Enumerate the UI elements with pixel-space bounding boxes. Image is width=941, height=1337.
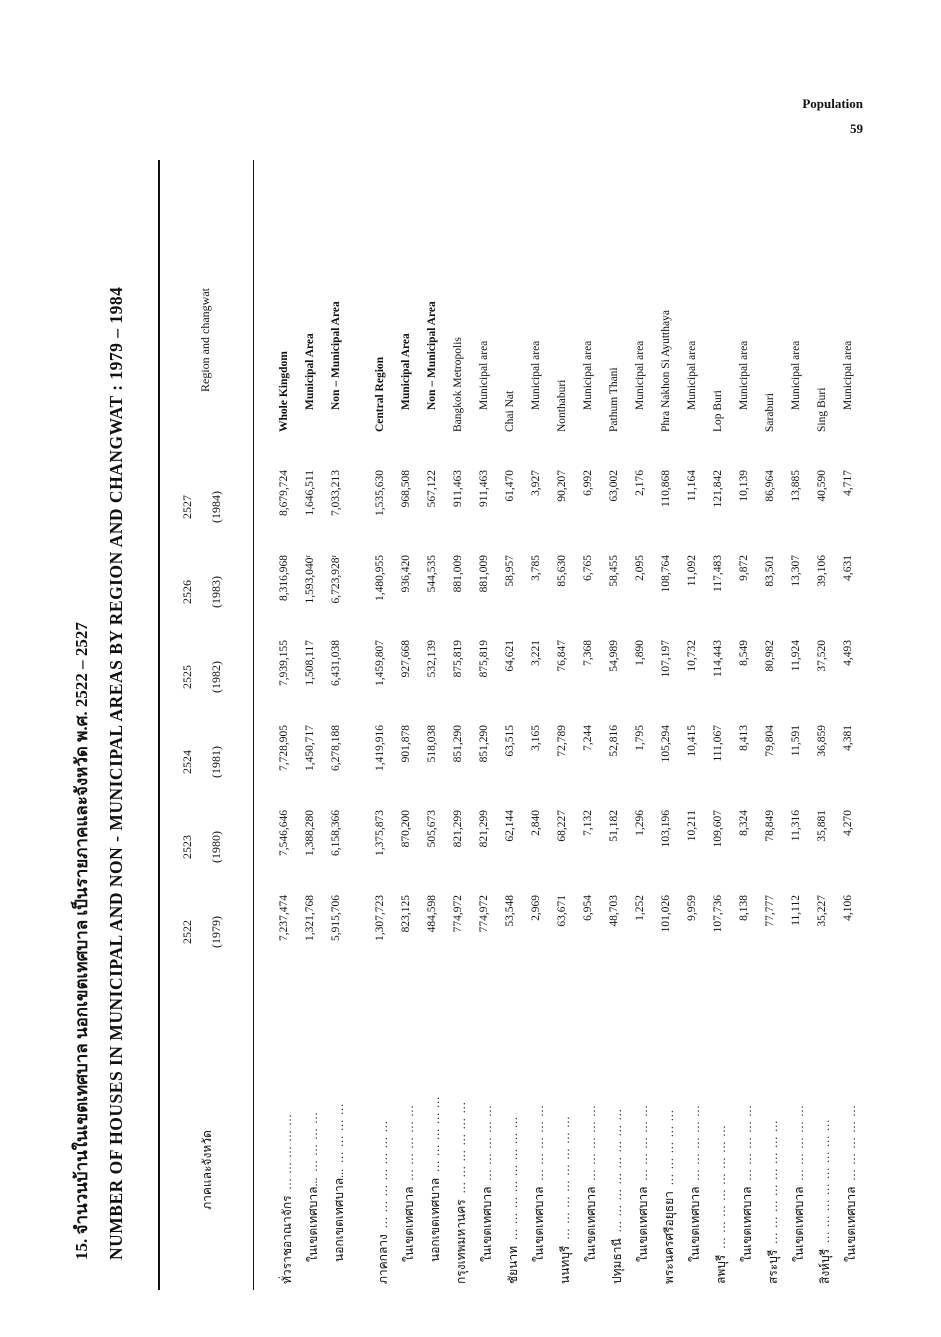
row-label-english: Lop Buri	[712, 390, 724, 432]
row-label-thai	[504, 1116, 523, 1284]
value-cell-1: 5,915,706	[330, 895, 342, 941]
leader-dots: ... ... ... ... ... ... ... ...	[610, 1108, 624, 1233]
value-cell-5: 1,480,955	[374, 555, 386, 601]
row-label-english: Chai Nat	[504, 390, 516, 432]
value-cell-5: 9,872	[738, 555, 750, 581]
row-label-thai-text: กรุงเทพมหานคร	[454, 1199, 468, 1284]
value-cell-2: 68,227	[556, 810, 568, 842]
leader-dots: ... ... ... ... ...	[532, 1104, 546, 1181]
value-cell-2: 1,388,280	[304, 810, 316, 856]
value-cell-4: 7,368	[582, 640, 594, 666]
value-cell-5: 58,957	[504, 555, 516, 587]
row-label-thai	[426, 1096, 445, 1262]
row-label-english: Municipal area	[530, 340, 542, 410]
value-cell-1: 4,106	[842, 895, 854, 921]
value-cell-1: 8,138	[738, 895, 750, 921]
row-label-english: Municipal Area	[400, 333, 412, 410]
value-cell-4: 532,139	[426, 640, 438, 678]
row-label-english: Non – Municipal Area	[426, 301, 438, 410]
year-thai: 2526	[180, 580, 194, 604]
column-header-year-3	[180, 722, 224, 802]
row-label-thai	[278, 1113, 297, 1284]
value-cell-4: 1,890	[634, 640, 646, 666]
value-cell-5: 13,307	[790, 555, 802, 587]
value-cell-5: 4,631	[842, 555, 854, 581]
row-label-thai	[530, 1105, 549, 1263]
row-label-thai-text: ในเขตเทศบาล	[584, 1186, 598, 1262]
value-cell-3: 3,165	[530, 725, 542, 751]
value-cell-2: 6,158,366	[330, 810, 342, 856]
value-cell-1: 9,959	[686, 895, 698, 921]
value-cell-6: 121,842	[712, 470, 724, 508]
leader-dots: ... ... ... ... ...	[688, 1104, 702, 1181]
leader-dots: ... ... ... ... ...	[480, 1104, 494, 1181]
leader-dots: ... ... ... ... ...	[280, 1113, 294, 1190]
value-cell-6: 63,002	[608, 470, 620, 502]
table-title-english: NUMBER OF HOUSES IN MUNICIPAL AND NON - MUNICIPAL AREAS BY REGION AND CHANGWAT : 1979 – 1984	[106, 286, 126, 1260]
row-label-thai	[790, 1105, 809, 1263]
value-cell-6: 13,885	[790, 470, 802, 502]
row-label-thai	[764, 1120, 783, 1284]
row-label-thai-text: ลพบุรี	[714, 1254, 728, 1284]
value-cell-2: 10,211	[686, 810, 698, 842]
leader-dots: ... ... ... ... ... ... ... ...	[506, 1115, 520, 1240]
value-cell-5: 544,535	[426, 555, 438, 593]
value-cell-4: 3,221	[530, 640, 542, 666]
value-cell-5: 85,630	[556, 555, 568, 587]
row-label-thai	[842, 1105, 861, 1263]
row-label-english: Whole Kingdom	[278, 351, 290, 432]
value-cell-3: 8,413	[738, 725, 750, 751]
value-cell-3: 63,515	[504, 725, 516, 757]
value-cell-5: 39,106	[816, 555, 828, 587]
row-label-thai-text: ทั่วราชอาณาจักร	[280, 1195, 294, 1284]
row-label-english: Municipal area	[842, 340, 854, 410]
value-cell-6: 90,207	[556, 470, 568, 502]
value-cell-3: 11,591	[790, 725, 802, 757]
value-cell-5: 6,765	[582, 555, 594, 581]
value-cell-5: 58,455	[608, 555, 620, 587]
value-cell-4: 76,847	[556, 640, 568, 672]
value-cell-4: 114,443	[712, 640, 724, 677]
row-label-thai-text: ปทุมธานี	[610, 1238, 624, 1284]
value-cell-6: 110,868	[660, 470, 672, 507]
row-label-english: Municipal area	[738, 340, 750, 410]
year-ad: (1980)	[209, 831, 223, 863]
column-header-year-4	[180, 637, 224, 717]
value-cell-2: 62,144	[504, 810, 516, 842]
value-cell-4: 8,549	[738, 640, 750, 666]
row-label-thai	[478, 1105, 497, 1263]
value-cell-4: 7,939,155	[278, 640, 290, 686]
value-cell-4: 4,493	[842, 640, 854, 666]
year-thai: 2523	[180, 835, 194, 859]
leader-dots: ... ... ... ... ... ...	[454, 1101, 468, 1194]
value-cell-3: 851,290	[478, 725, 490, 763]
page-number: 59	[850, 121, 863, 136]
value-cell-3: 901,878	[400, 725, 412, 763]
row-label-english: Nonthaburi	[556, 379, 568, 432]
value-cell-4: 927,668	[400, 640, 412, 678]
value-cell-3: 1,795	[634, 725, 646, 751]
value-cell-5: 881,009	[452, 555, 464, 593]
row-label-thai	[608, 1108, 627, 1284]
value-cell-2: 8,324	[738, 810, 750, 836]
year-ad: (1982)	[209, 661, 223, 693]
value-cell-1: 1,307,723	[374, 895, 386, 941]
value-cell-2: 7,132	[582, 810, 594, 836]
value-cell-2: 51,182	[608, 810, 620, 842]
row-label-english: Bangkok Metropolis	[452, 337, 464, 432]
row-label-english: Municipal area	[634, 340, 646, 410]
value-cell-4: 875,819	[452, 640, 464, 678]
value-cell-3: 10,415	[686, 725, 698, 757]
value-cell-4: 107,197	[660, 640, 672, 678]
value-cell-3: 1,450,717	[304, 725, 316, 771]
value-cell-6: 3,927	[530, 470, 542, 496]
row-label-thai-text: ในเขตเทศบาล	[402, 1186, 416, 1262]
value-cell-3: 105,294	[660, 725, 672, 763]
row-label-thai-text: ในเขตเทศบาล	[532, 1186, 546, 1262]
year-ad: (1981)	[209, 746, 223, 778]
row-label-thai	[738, 1105, 757, 1263]
row-label-english: Sing Buri	[816, 387, 828, 432]
value-cell-6: 11,164	[686, 470, 698, 502]
value-cell-1: 484,598	[426, 895, 438, 933]
row-label-thai-text: ในเขตเทศบาล...	[306, 1177, 320, 1262]
column-header-year-6	[180, 467, 224, 547]
leader-dots: ... ... ... ... ...	[636, 1104, 650, 1181]
value-cell-3: 36,859	[816, 725, 828, 757]
value-cell-5: 11,092	[686, 555, 698, 587]
value-cell-6: 2,176	[634, 470, 646, 496]
column-header-region-english: Region and changwat	[198, 288, 212, 392]
year-ad: (1983)	[209, 576, 223, 608]
value-cell-2: 11,316	[790, 810, 802, 842]
running-header-section: Population	[802, 96, 863, 111]
value-cell-2: 1,296	[634, 810, 646, 836]
leader-dots: ... ... ... ... ... ... ... ...	[558, 1115, 572, 1240]
value-cell-1: 1,321,768	[304, 895, 316, 941]
value-cell-2: 505,673	[426, 810, 438, 848]
value-cell-4: 1,508,117	[304, 640, 316, 686]
row-label-thai	[330, 1103, 349, 1262]
value-cell-6: 40,590	[816, 470, 828, 502]
value-cell-1: 48,703	[608, 895, 620, 927]
value-cell-5: 881,009	[478, 555, 490, 593]
value-cell-2: 109,607	[712, 810, 724, 848]
value-cell-4: 37,520	[816, 640, 828, 672]
value-cell-2: 1,375,873	[374, 810, 386, 856]
table-top-rule	[158, 160, 160, 1290]
rotated-table-page	[60, 160, 880, 1290]
row-label-thai-text: พระนครศรีอยุธยา	[662, 1191, 676, 1284]
value-cell-5: 8,316,968	[278, 555, 290, 601]
value-cell-2: 7,546,646	[278, 810, 290, 856]
value-cell-5: 6,723,928ʳ	[330, 555, 342, 604]
value-cell-6: 7,033,213	[330, 470, 342, 516]
row-label-thai-text: ชัยนาท	[506, 1245, 520, 1284]
value-cell-6: 4,717	[842, 470, 854, 496]
value-cell-6: 968,508	[400, 470, 412, 508]
value-cell-3: 6,278,188	[330, 725, 342, 771]
row-label-english: Municipal area	[478, 340, 490, 410]
value-cell-1: 7,237,474	[278, 895, 290, 941]
value-cell-4: 11,924	[790, 640, 802, 672]
leader-dots: ... ... ... ... ...	[740, 1104, 754, 1181]
column-header-year-5	[180, 552, 224, 632]
row-label-english: Municipal Area	[304, 333, 316, 410]
value-cell-4: 64,621	[504, 640, 516, 672]
column-header-year-1	[180, 892, 224, 972]
year-thai: 2524	[180, 750, 194, 774]
value-cell-5: 83,501	[764, 555, 776, 587]
value-cell-4: 6,431,038	[330, 640, 342, 686]
leader-dots: ... ... ... ... ...	[402, 1104, 416, 1181]
value-cell-2: 821,299	[478, 810, 490, 848]
row-label-thai	[686, 1105, 705, 1263]
row-label-english: Municipal area	[582, 340, 594, 410]
value-cell-6: 1,646,511	[304, 470, 316, 516]
value-cell-6: 567,122	[426, 470, 438, 508]
value-cell-1: 823,125	[400, 895, 412, 933]
column-header-year-2	[180, 807, 224, 887]
value-cell-3: 518,038	[426, 725, 438, 763]
value-cell-6: 911,463	[478, 470, 490, 507]
value-cell-1: 35,227	[816, 895, 828, 927]
value-cell-5: 1,593,040ʳ	[304, 555, 316, 604]
value-cell-3: 7,728,905	[278, 725, 290, 771]
value-cell-5: 2,095	[634, 555, 646, 581]
value-cell-1: 101,026	[660, 895, 672, 933]
value-cell-4: 875,819	[478, 640, 490, 678]
year-ad: (1984)	[209, 491, 223, 523]
value-cell-6: 8,679,724	[278, 470, 290, 516]
value-cell-1: 63,671	[556, 895, 568, 927]
row-label-thai	[556, 1116, 575, 1284]
year-thai: 2525	[180, 665, 194, 689]
row-label-english: Saraburi	[764, 393, 776, 432]
value-cell-3: 4,381	[842, 725, 854, 751]
value-cell-6: 86,964	[764, 470, 776, 502]
value-cell-2: 870,200	[400, 810, 412, 848]
value-cell-5: 108,764	[660, 555, 672, 593]
year-thai: 2527	[180, 495, 194, 519]
row-label-thai-text: ในเขตเทศบาล	[636, 1186, 650, 1262]
row-label-thai	[374, 1120, 393, 1284]
row-label-thai	[634, 1105, 653, 1263]
value-cell-2: 78,849	[764, 810, 776, 842]
value-cell-6: 61,470	[504, 470, 516, 502]
value-cell-2: 2,840	[530, 810, 542, 836]
row-label-thai	[712, 1125, 731, 1284]
value-cell-5: 117,483	[712, 555, 724, 592]
value-cell-6: 1,535,630	[374, 470, 386, 516]
value-cell-1: 6,954	[582, 895, 594, 921]
value-cell-1: 1,252	[634, 895, 646, 921]
value-cell-3: 79,804	[764, 725, 776, 757]
value-cell-1: 774,972	[452, 895, 464, 933]
value-cell-2: 35,881	[816, 810, 828, 842]
row-label-thai-text: นอกเขตเทศบาล...	[332, 1168, 346, 1262]
row-label-english: Municipal area	[686, 340, 698, 410]
value-cell-4: 80,982	[764, 640, 776, 672]
value-cell-3: 1,419,916	[374, 725, 386, 771]
value-cell-1: 2,969	[530, 895, 542, 921]
table-title-thai: 15. จำนวนบ้านในเขตเทศบาล นอกเขตเทศบาล เป็นรายภาคและจังหวัด พ.ศ. 2522 – 2527	[72, 622, 91, 1260]
row-label-thai-text: ในเขตเทศบาล	[688, 1186, 702, 1262]
value-cell-1: 11,112	[790, 895, 802, 926]
row-label-thai-text: สิงห์บุรี	[818, 1248, 832, 1284]
row-label-thai	[816, 1119, 835, 1284]
value-cell-3: 111,067	[712, 725, 724, 762]
row-label-thai-text: นนทบุรี	[558, 1245, 572, 1284]
row-label-thai	[304, 1112, 323, 1263]
row-label-english: Pathum Thani	[608, 367, 620, 432]
leader-dots: ... ... ... ... ...	[792, 1104, 806, 1181]
leader-dots: ... ... ... ... ... ... ... ...	[714, 1124, 728, 1249]
value-cell-5: 3,785	[530, 555, 542, 581]
leader-dots: ... ... ... ... ...	[844, 1104, 858, 1181]
row-label-thai	[452, 1101, 471, 1284]
leader-dots: ... ... ... ... ...	[662, 1109, 676, 1186]
value-cell-1: 77,777	[764, 895, 776, 927]
row-label-thai-text: ในเขตเทศบาล	[740, 1186, 754, 1262]
row-label-thai-text: สระบุรี	[766, 1249, 780, 1284]
row-label-english: Central Region	[374, 356, 386, 432]
value-cell-2: 821,299	[452, 810, 464, 848]
row-label-thai-text: ในเขตเทศบาล	[844, 1186, 858, 1262]
year-thai: 2522	[180, 920, 194, 944]
row-label-thai-text: ภาคกลาง	[376, 1234, 390, 1284]
header-bottom-rule	[253, 160, 254, 1290]
value-cell-4: 1,459,807	[374, 640, 386, 686]
value-cell-4: 54,989	[608, 640, 620, 672]
leader-dots: ... ... ... ... ... ... ... ...	[766, 1119, 780, 1244]
value-cell-6: 10,139	[738, 470, 750, 502]
leader-dots: ... ... ... ...	[306, 1111, 320, 1172]
leader-dots: ... ... ... ...	[332, 1102, 346, 1163]
row-label-thai-text: นอกเขตเทศบาล	[428, 1177, 442, 1262]
row-label-english: Non – Municipal Area	[330, 301, 342, 410]
row-label-thai	[582, 1105, 601, 1263]
value-cell-1: 774,972	[478, 895, 490, 933]
value-cell-4: 10,732	[686, 640, 698, 672]
row-label-thai	[400, 1105, 419, 1263]
value-cell-3: 52,816	[608, 725, 620, 757]
row-label-english: Phra Nakhon Si Ayutthaya	[660, 310, 672, 432]
value-cell-3: 72,789	[556, 725, 568, 757]
value-cell-6: 911,463	[452, 470, 464, 507]
year-ad: (1979)	[209, 916, 223, 948]
value-cell-3: 851,290	[452, 725, 464, 763]
leader-dots: ... ... ... ... ...	[428, 1095, 442, 1172]
leader-dots: ... ... ... ... ... ... ...	[376, 1120, 390, 1229]
value-cell-3: 7,244	[582, 725, 594, 751]
value-cell-2: 4,270	[842, 810, 854, 836]
value-cell-6: 6,992	[582, 470, 594, 496]
row-label-thai-text: ในเขตเทศบาล	[792, 1186, 806, 1262]
row-label-english: Municipal area	[790, 340, 802, 410]
leader-dots: ... ... ... ... ...	[584, 1104, 598, 1181]
leader-dots: ... ... ... ... ... ... ... ...	[818, 1118, 832, 1243]
value-cell-1: 53,548	[504, 895, 516, 927]
row-label-thai-text: ในเขตเทศบาล	[480, 1186, 494, 1262]
row-label-thai	[660, 1109, 679, 1284]
value-cell-2: 103,196	[660, 810, 672, 848]
value-cell-5: 936,420	[400, 555, 412, 593]
value-cell-1: 107,736	[712, 895, 724, 933]
column-header-region-thai: ภาคและจังหวัด	[200, 1130, 214, 1210]
